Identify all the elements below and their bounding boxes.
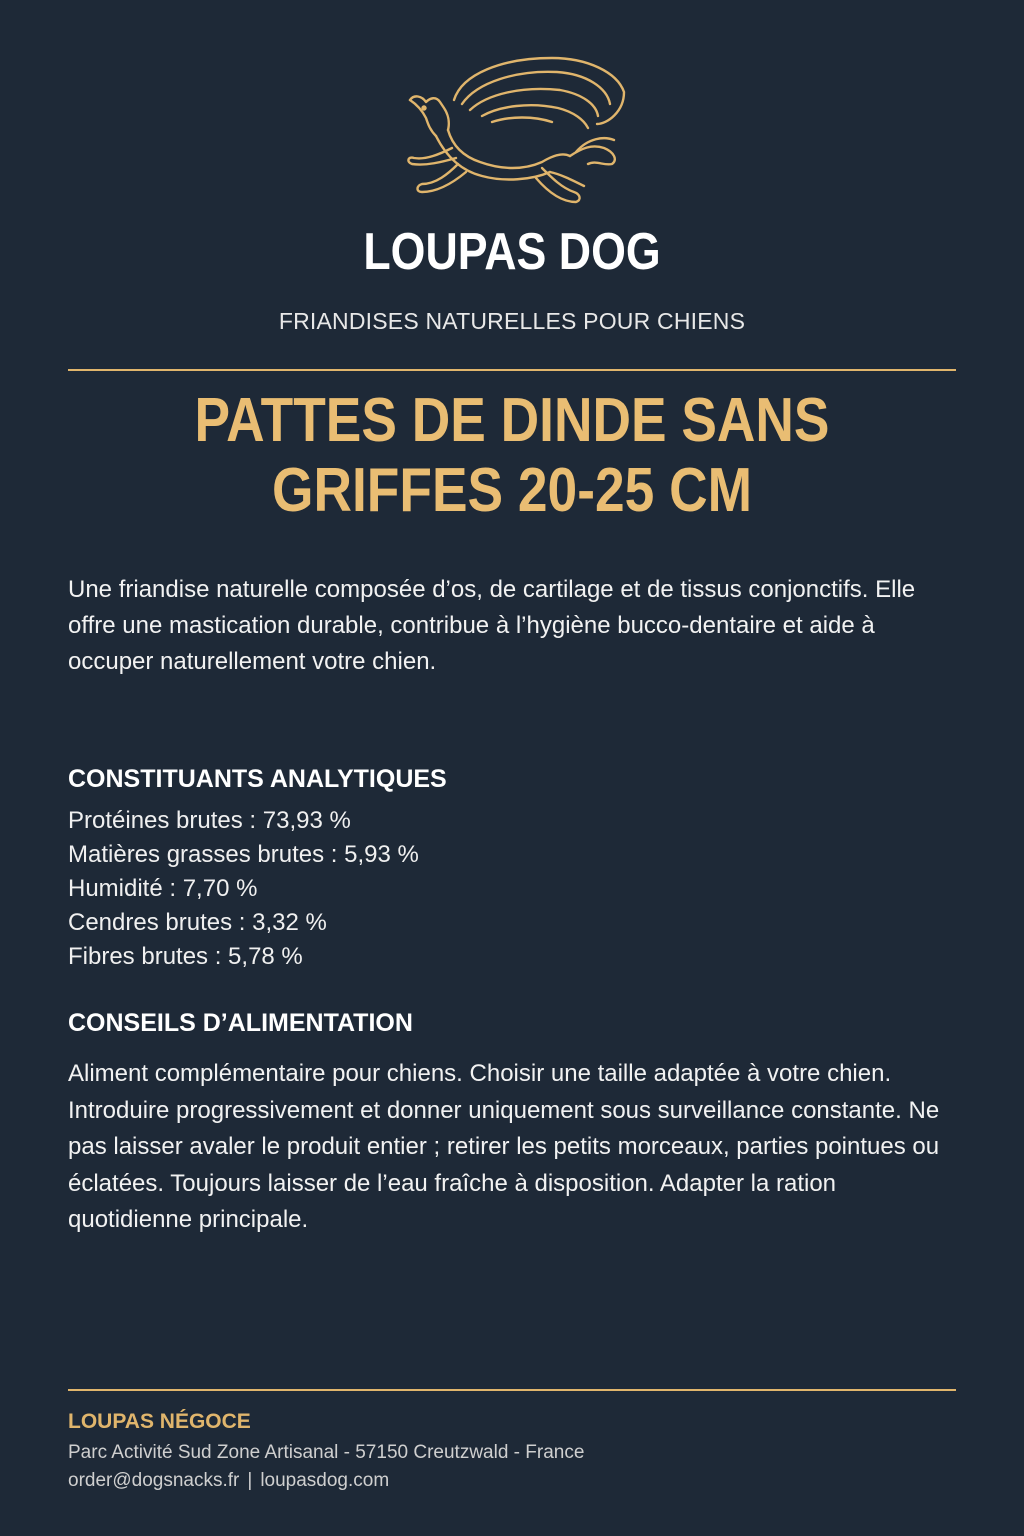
brand-name: LOUPAS DOG: [363, 223, 661, 281]
analytics-item-moisture: Humidité : 7,70 %: [68, 875, 258, 902]
website-link[interactable]: loupasdog.com: [260, 1470, 390, 1491]
product-title-line-2: GRIFFES 20-25 CM: [272, 456, 752, 525]
analytics-item-ash: Cendres brutes : 3,32 %: [68, 909, 327, 936]
analytics-heading: CONSTITUANTS ANALYTIQUES: [68, 765, 447, 793]
bottom-divider: [68, 1389, 956, 1391]
product-description: Une friandise naturelle composée d’os, de cartilage et de tissus conjonctifs. Elle offre une mastication durable, contribue à l’hygiène bucco-dentaire et aide à occuper naturellement votre chien.: [68, 576, 916, 675]
top-divider: [68, 369, 956, 371]
feeding-heading: CONSEILS D’ALIMENTATION: [68, 1009, 413, 1037]
contact-separator: |: [247, 1470, 253, 1491]
company-name: LOUPAS NÉGOCE: [68, 1410, 251, 1433]
contact-line: [68, 1470, 389, 1492]
analytics-item-fiber: Fibres brutes : 5,78 %: [68, 943, 303, 970]
product-title-line-1: PATTES DE DINDE SANS: [194, 386, 830, 455]
analytics-item-fat: Matières grasses brutes : 5,93 %: [68, 841, 419, 868]
product-title: [72, 386, 953, 526]
email-link[interactable]: order@dogsnacks.fr: [68, 1470, 240, 1491]
winged-dog-icon: [392, 52, 632, 217]
company-address: Parc Activité Sud Zone Artisanal - 57150 Creutzwald - France: [68, 1442, 585, 1463]
brand-tagline: FRIANDISES NATURELLES POUR CHIENS: [278, 308, 746, 334]
analytics-list: [68, 804, 419, 974]
analytics-item-protein: Protéines brutes : 73,93 %: [68, 807, 351, 834]
feeding-text: Aliment complémentaire pour chiens. Choisir une taille adaptée à votre chien. Introduire progressivement et donner uniquement sous surveillance constante. Ne pas laisser avaler le produit entier ; retirer les petits morceaux, parties pointues ou éclatées. Toujours laisser de l’eau fraîche à disposition. Adapter la ration quotidienne principale.: [68, 1060, 940, 1233]
